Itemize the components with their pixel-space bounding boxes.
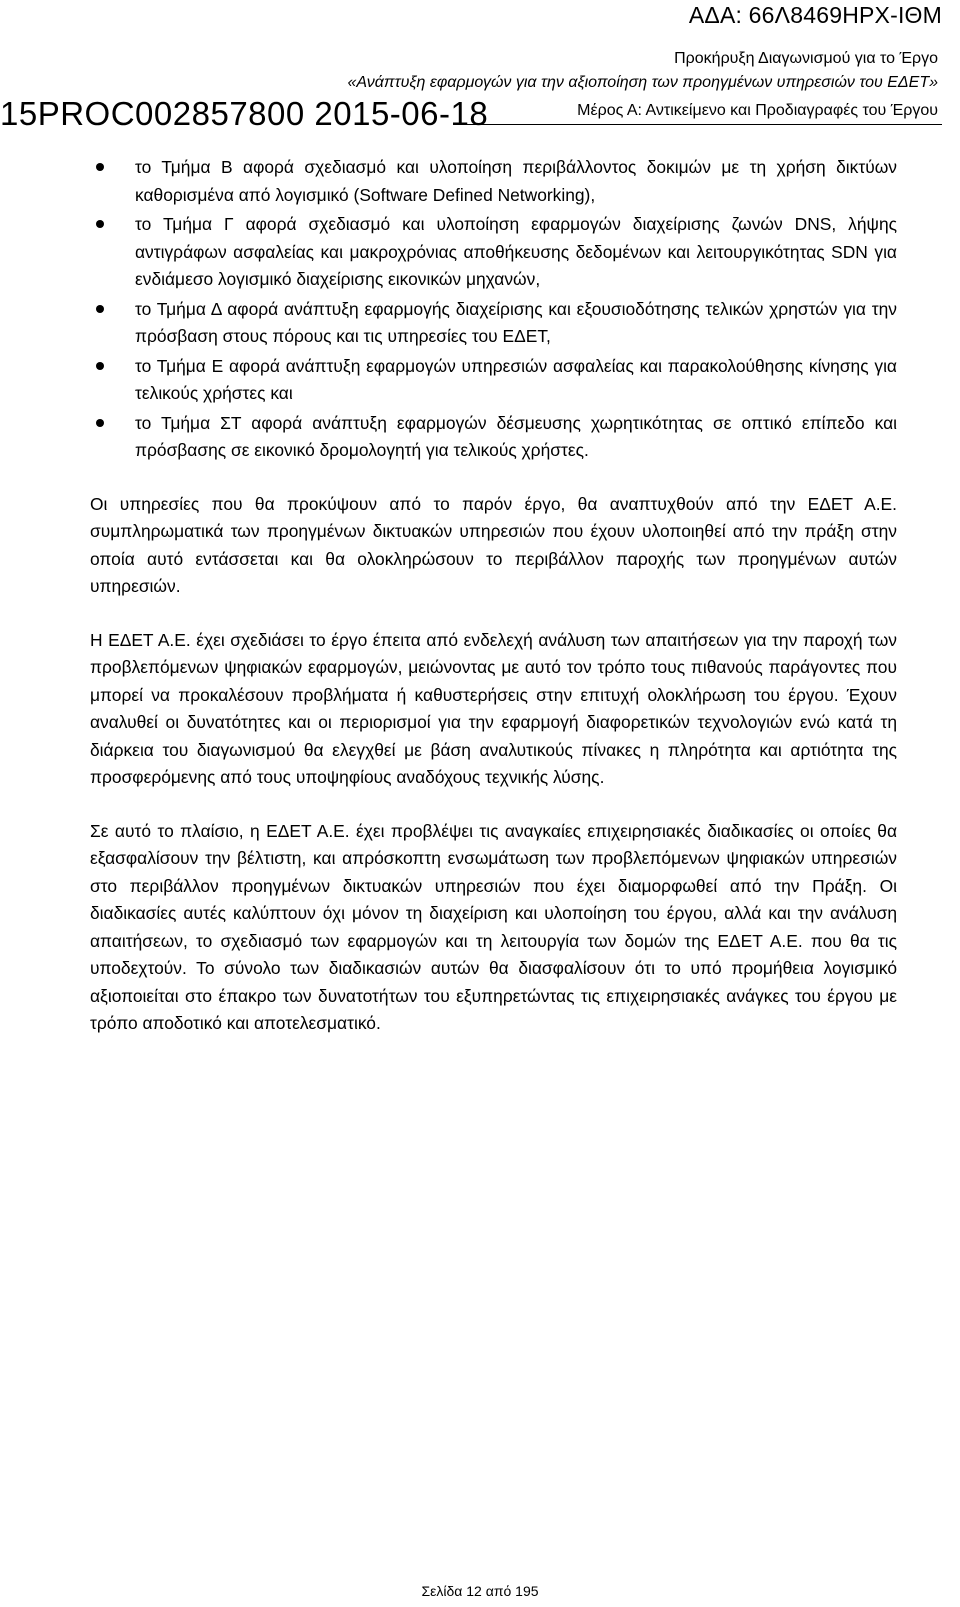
- list-item-text: το Τμήμα Β αφορά σχεδιασμό και υλοποίηση περιβάλλοντος δοκιμών με τη χρήση δικτύων καθορισμένα από λογισμικό (Software Defined Networking),: [135, 157, 897, 205]
- bullet-icon: [96, 362, 104, 370]
- list-item: [90, 410, 897, 465]
- protocol-stamp: 15PROC002857800 2015-06-18: [0, 95, 489, 132]
- list-item: [90, 353, 897, 408]
- list-item: [90, 211, 897, 294]
- header-rule: [460, 124, 942, 125]
- list-item-text: το Τμήμα Γ αφορά σχεδιασμό και υλοποίηση εφαρμογών διαχείρισης ζωνών DNS, λήψης αντιγράφων ασφαλείας και μακροχρόνιας αποθήκευσης δεδομένων και λειτουργικότητας SDN για ενδιάμεσο λογισμικό διαχείρισης εικονικών μηχανών,: [135, 214, 897, 289]
- list-item-text: το Τμήμα Δ αφορά ανάπτυξη εφαρμογής διαχείρισης και εξουσιοδότησης τελικών χρηστών για την πρόσβαση στους πόρους και τις υπηρεσίες του ΕΔΕΤ,: [135, 298, 897, 346]
- list-item: [90, 154, 897, 209]
- bullet-icon: [96, 163, 104, 171]
- list-item: [90, 296, 897, 351]
- paragraph: Οι υπηρεσίες που θα προκύψουν από το παρόν έργο, θα αναπτυχθούν από την ΕΔΕΤ Α.Ε. συμπληρωματικά των προηγμένων δικτυακών υπηρεσιών που έχουν υλοποιηθεί από την πράξη στην οποία αυτό εντάσσεται και θα ολοκληρώσουν το περιβάλλον παροχής των προηγμένων αυτών υπηρεσιών.: [90, 493, 897, 596]
- bullet-icon: [96, 305, 104, 313]
- list-item-text: το Τμήμα Ε αφορά ανάπτυξη εφαρμογών υπηρεσιών ασφαλείας και παρακολούθησης κίνησης για τελικούς χρήστες και: [135, 355, 897, 403]
- document-body: [90, 154, 897, 1038]
- bullet-icon: [96, 419, 104, 427]
- ada-code: ΑΔΑ: 66Λ8469ΗΡΧ-ΙΘΜ: [688, 2, 942, 28]
- paragraph: Η ΕΔΕΤ Α.Ε. έχει σχεδιάσει το έργο έπειτα από ενδελεχή ανάλυση των απαιτήσεων για την παροχή των προβλεπόμενων ψηφιακών εφαρμογών, μειώνοντας με αυτό τον τρόπο τους πιθανούς παράγοντες που μπορεί να προκαλέσουν προβλήματα ή καθυστερήσεις στην επιτυχή ολοκλήρωση του έργου. Έχουν αναλυθεί οι δυνατότητες και οι περιορισμοί για την εφαρμογή διαφορετικών τεχνολογιών ενώ κατά τη διάρκεια του διαγωνισμού θα ελεγχθεί με βάση αναλυτικούς πίνακες η πληρότητα και αρτιότητα της προσφερόμενης από τους υποψηφίους αναδόχους τεχνικής λύσης.: [90, 629, 897, 787]
- header-tender-title: Προκήρυξη Διαγωνισμού για το Έργο: [674, 50, 938, 67]
- header-section-title: Μέρος Α: Αντικείμενο και Προδιαγραφές του Έργου: [577, 102, 938, 119]
- paragraph: Σε αυτό το πλαίσιο, η ΕΔΕΤ Α.Ε. έχει προβλέψει τις αναγκαίες επιχειρησιακές διαδικασίες οι οποίες θα εξασφαλίσουν την βέλτιστη, και απρόσκοπτη ενσωμάτωση των προβλεπόμενων ψηφιακών υπηρεσιών στο περιβάλλον προηγμένων δικτυακών υπηρεσιών που έχει διαμορφωθεί από την Πράξη. Οι διαδικασίες αυτές καλύπτουν όχι μόνον τη διαχείριση και υλοποίηση του έργου, αλλά και την ανάλυση απαιτήσεων, το σχεδιασμό των εφαρμογών και τη λειτουργία των δομών της ΕΔΕΤ Α.Ε. που θα τις υποδεχτούν. Το σύνολο των διαδικασιών αυτών θα διασφαλίσουν ότι το υπό προμήθεια λογισμικό αξιοποιείται στο έπακρο των δυνατοτήτων του εξυπηρετώντας τις επιχειρησιακές ανάγκες του έργου με τρόπο αποδοτικό και αποτελεσματικό.: [90, 820, 897, 1033]
- page-number: Σελίδα 12 από 195: [421, 1583, 539, 1599]
- header-project-title: «Ανάπτυξη εφαρμογών για την αξιοποίηση των προηγμένων υπηρεσιών του ΕΔΕΤ»: [347, 74, 938, 91]
- lot-bullet-list: [90, 154, 897, 465]
- list-item-text: το Τμήμα ΣΤ αφορά ανάπτυξη εφαρμογών δέσμευσης χωρητικότητας σε οπτικό επίπεδο και πρόσβασης σε εικονικό δρομολογητή για τελικούς χρήστες.: [135, 412, 897, 460]
- bullet-icon: [96, 220, 104, 228]
